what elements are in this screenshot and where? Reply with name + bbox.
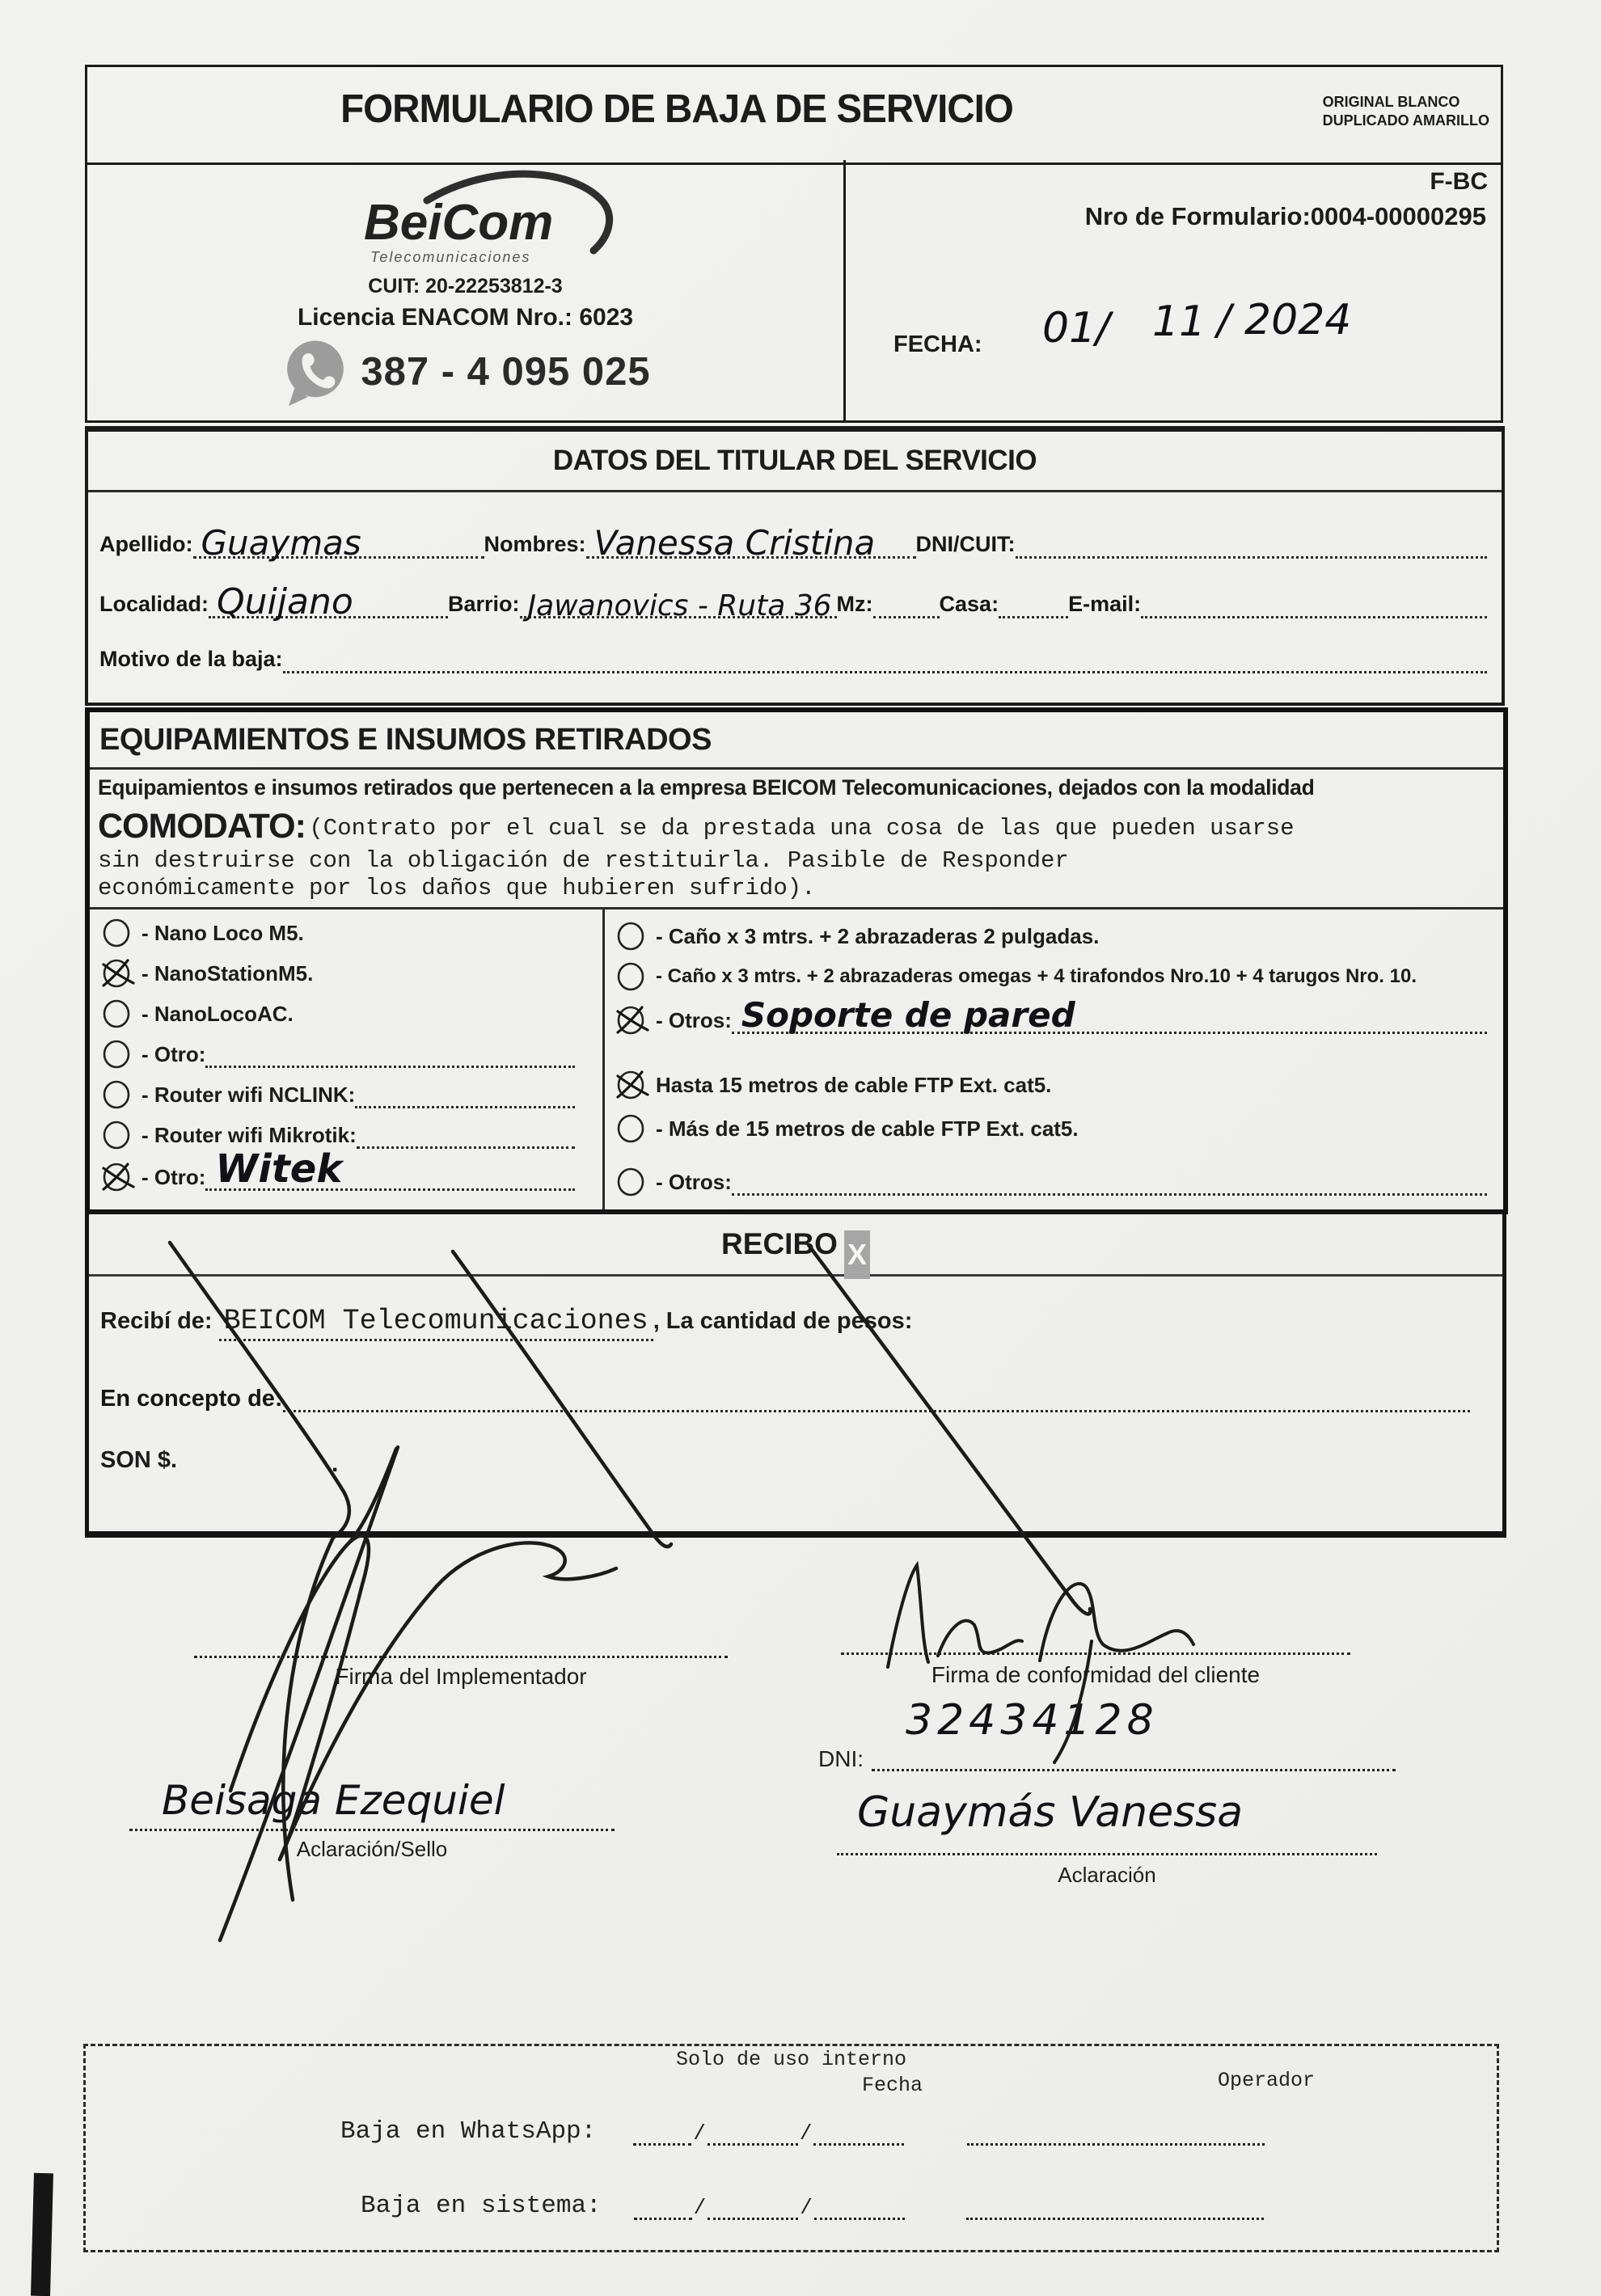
apellido-handwriting: Guaymas (201, 523, 361, 563)
date-slash: / (800, 2196, 813, 2220)
baja-whatsapp-label: Baja en WhatsApp: (340, 2117, 597, 2146)
email-label: E-mail: (1068, 592, 1142, 616)
implementador-nombre-handwriting: Beisaga Ezequiel (162, 1777, 505, 1824)
baja-sistema-label: Baja en sistema: (361, 2192, 602, 2220)
concepto-field[interactable] (283, 1387, 1470, 1412)
checkbox-circle-icon (101, 918, 135, 948)
beicom-logo (289, 168, 637, 273)
otros-1-field[interactable] (732, 994, 1487, 1035)
whatsapp-operador-field[interactable] (967, 2124, 1265, 2146)
whatsapp-fecha-dia-field[interactable] (633, 2124, 691, 2146)
operador-column-header: Operador (1218, 2069, 1316, 2092)
checkbox-router-mikrotik[interactable] (101, 1120, 586, 1150)
checkbox-label: - Otro: (142, 1041, 206, 1066)
comodato-label: COMODATO: (98, 807, 306, 846)
fecha-mes-handwriting: 11 (1152, 298, 1206, 346)
logo-tagline: Telecomunicaciones (370, 249, 531, 265)
recibi-label: Recibí de: (100, 1308, 213, 1334)
baja-sistema-row (361, 2192, 1481, 2220)
motivo-label: Motivo de la baja: (99, 647, 283, 671)
equip-header: EQUIPAMIENTOS E INSUMOS RETIRADOS (90, 712, 1503, 770)
recibo-x-mark: X (844, 1230, 870, 1279)
checkbox-circle-icon (101, 1079, 135, 1110)
datos-titular-section (85, 426, 1505, 706)
comodato-line1: (Contrato por el cual se da prestada una cosa de las que pueden usarse (309, 815, 1295, 842)
checkbox-otros-2[interactable] (615, 1167, 1493, 1197)
aclaracion-sello-label: Aclaración/Sello (296, 1837, 448, 1861)
router-nclink-field[interactable] (355, 1082, 575, 1108)
sistema-operador-field[interactable] (966, 2198, 1264, 2220)
whatsapp-fecha-anio-field[interactable] (813, 2124, 904, 2146)
cliente-nombre-handwriting: Guaymás Vanessa (857, 1788, 1244, 1837)
titular-row-1 (99, 523, 1487, 563)
checkbox-nanoloco-ac[interactable] (101, 998, 586, 1029)
date-slash: / (799, 2121, 813, 2146)
cantidad-label: , La cantidad de pesos: (653, 1308, 913, 1334)
baja-whatsapp-row (340, 2117, 1481, 2146)
checkbox-nanostation-m5[interactable] (101, 958, 586, 989)
checkbox-circle-icon (101, 998, 135, 1029)
aclaracion-sello-line[interactable] (129, 1829, 615, 1831)
aclaracion-label: Aclaración (1058, 1863, 1156, 1887)
dni-label: DNI: (818, 1746, 864, 1771)
apellido-label: Apellido: (99, 532, 193, 556)
form-number-value: 0004-00000295 (1310, 202, 1486, 230)
checkbox-circle-icon (615, 1005, 649, 1036)
datos-header: DATOS DEL TITULAR DEL SERVICIO (88, 432, 1502, 492)
fecha-label: FECHA: (893, 331, 982, 357)
otros-1-handwriting: Soporte de pared (741, 994, 1075, 1035)
titular-row-2 (99, 581, 1487, 623)
checkbox-label: Hasta 15 metros de cable FTP Ext. cat5. (656, 1072, 1052, 1097)
recibi-row (100, 1305, 912, 1341)
otros-2-field[interactable] (732, 1169, 1487, 1196)
checkbox-circle-icon (615, 961, 649, 992)
concepto-row (100, 1386, 1470, 1412)
checkbox-circle-icon (615, 1070, 649, 1100)
titular-row-3 (99, 647, 1487, 673)
implementador-signature-label: Firma del Implementador (335, 1664, 587, 1689)
logo-wordmark: BeiCom (364, 195, 554, 251)
stray-ink-dot: . (332, 1450, 339, 1477)
form-number-label: Nro de Formulario: (1084, 202, 1311, 230)
checkbox-cano-abrazaderas[interactable] (615, 921, 1493, 952)
checkbox-label: - Router wifi Mikrotik: (142, 1122, 357, 1147)
localidad-handwriting: Quijano (217, 581, 353, 623)
checkbox-label: - Más de 15 metros de cable FTP Ext. cat5. (656, 1116, 1079, 1141)
fecha-column-header: Fecha (862, 2074, 923, 2097)
aclaracion-line[interactable] (837, 1853, 1377, 1855)
dni-cuit-label: DNI/CUIT: (915, 532, 1016, 556)
dni-line[interactable] (872, 1769, 1396, 1771)
concepto-label: En concepto de: (100, 1386, 283, 1412)
barrio-label: Barrio: (448, 592, 520, 616)
brand-licencia: Licencia ENACOM Nro.: 6023 (297, 304, 634, 331)
checkbox-hasta-15m[interactable] (615, 1070, 1493, 1100)
sistema-fecha-anio-field[interactable] (814, 2198, 905, 2220)
motivo-field[interactable] (283, 647, 1487, 673)
mz-field[interactable] (873, 587, 940, 618)
phone-number: 387 - 4 095 025 (361, 350, 651, 394)
dni-cuit-field[interactable] (1016, 527, 1487, 559)
checkbox-area (90, 907, 1503, 1209)
checkbox-nano-loco-m5[interactable] (101, 918, 586, 948)
checkbox-label: - Otros: (656, 1169, 732, 1194)
copy-note (1323, 93, 1489, 129)
checkbox-otros-1[interactable] (615, 994, 1493, 1036)
checkbox-label: - Caño x 3 mtrs. + 2 abrazaderas 2 pulgadas. (656, 923, 1100, 948)
sistema-fecha-mes-field[interactable] (708, 2198, 798, 2220)
uso-interno-section (83, 2044, 1499, 2252)
recibi-empresa: BEICOM Telecomunicaciones (219, 1305, 653, 1341)
recibo-title: RECIBO (721, 1227, 838, 1260)
comodato-paragraph (98, 806, 1495, 902)
dni-handwriting: 32434128 (906, 1696, 1159, 1745)
son-label: SON $. (100, 1447, 178, 1473)
checkbox-label: - Otros: (656, 1007, 732, 1032)
fecha-dia-handwriting: 01/ (1042, 304, 1110, 352)
form-title: FORMULARIO DE BAJA DE SERVICIO (340, 87, 1013, 131)
copy-note-line1: ORIGINAL BLANCO (1322, 94, 1460, 110)
localidad-field[interactable] (209, 581, 448, 623)
fecha-area (843, 160, 1501, 420)
recibo-header (89, 1214, 1502, 1277)
scan-edge-artifact (31, 2173, 53, 2296)
checkbox-circle-icon (615, 921, 649, 952)
checkbox-circle-icon (101, 1162, 135, 1192)
barrio-handwriting: Jawanovics - Ruta 36 (527, 589, 832, 623)
date-slash: / (693, 2196, 707, 2220)
router-mikrotik-field[interactable] (357, 1122, 575, 1149)
nombres-field[interactable] (586, 523, 916, 563)
casa-label: Casa: (939, 592, 999, 616)
checkbox-cano-omegas[interactable] (615, 961, 1493, 992)
apellido-field[interactable] (193, 523, 484, 563)
implementador-signature-line[interactable] (194, 1656, 728, 1658)
checkbox-column-divider (602, 910, 605, 1209)
equipamientos-section (85, 707, 1508, 1214)
cliente-signature-line[interactable] (841, 1652, 1350, 1655)
checkbox-label: - Caño x 3 mtrs. + 2 abrazaderas omegas + 4 tirafondos Nro.10 + 4 tarugos Nro. 10. (656, 965, 1417, 987)
checkbox-circle-icon (615, 1113, 649, 1144)
uso-interno-title: Solo de uso interno (675, 2048, 907, 2071)
checkbox-circle-icon (615, 1167, 649, 1197)
checkbox-otro-1[interactable] (101, 1039, 586, 1070)
comodato-line3: económicamente por los daños que hubieren sufrido). (98, 874, 816, 901)
cliente-signature-label: Firma de conformidad del cliente (931, 1662, 1261, 1687)
sistema-fecha-dia-field[interactable] (634, 2198, 692, 2220)
checkbox-label: - NanoStationM5. (142, 960, 314, 986)
barrio-field[interactable] (520, 587, 837, 623)
otro-1-field[interactable] (205, 1041, 575, 1068)
email-field[interactable] (1141, 587, 1487, 618)
checkbox-mas-15m[interactable] (615, 1113, 1493, 1144)
checkbox-label: - Nano Loco M5. (142, 920, 304, 945)
form-code: F-BC (1430, 168, 1488, 195)
mz-label: Mz: (836, 592, 873, 616)
otro-2-handwriting: Witek (215, 1146, 343, 1192)
checkbox-otro-2[interactable] (101, 1146, 586, 1192)
header-row (85, 160, 1503, 423)
phone-row (87, 336, 843, 407)
checkbox-label: - NanoLocoAC. (142, 1001, 294, 1026)
whatsapp-icon (280, 336, 351, 407)
otro-2-field[interactable] (205, 1146, 575, 1192)
nombres-label: Nombres: (484, 532, 586, 556)
nombres-handwriting: Vanessa Cristina (594, 523, 876, 563)
checkbox-circle-icon (101, 1120, 135, 1150)
recibo-section (85, 1210, 1506, 1538)
checkbox-circle-icon (101, 1039, 135, 1070)
checkbox-label: - Router wifi NCLINK: (142, 1082, 356, 1107)
equip-intro: Equipamientos e insumos retirados que pertenecen a la empresa BEICOM Telecomunicaciones, dejados con la modalidad (98, 775, 1315, 800)
whatsapp-fecha-mes-field[interactable] (708, 2124, 798, 2146)
checkbox-router-nclink[interactable] (101, 1079, 586, 1110)
brand-cuit: CUIT: 20-22253812-3 (368, 275, 563, 298)
localidad-label: Localidad: (99, 592, 209, 616)
fecha-anio-handwriting: / 2024 (1217, 296, 1352, 344)
checkbox-circle-icon (101, 958, 135, 989)
casa-field[interactable] (999, 587, 1068, 618)
title-box (85, 65, 1503, 165)
copy-note-line2: DUPLICADO AMARILLO (1322, 112, 1489, 129)
comodato-line2: sin destruirse con la obligación de restituirla. Pasible de Responder (98, 846, 1069, 874)
date-slash: / (693, 2121, 706, 2146)
checkbox-label: - Otro: (142, 1164, 206, 1189)
